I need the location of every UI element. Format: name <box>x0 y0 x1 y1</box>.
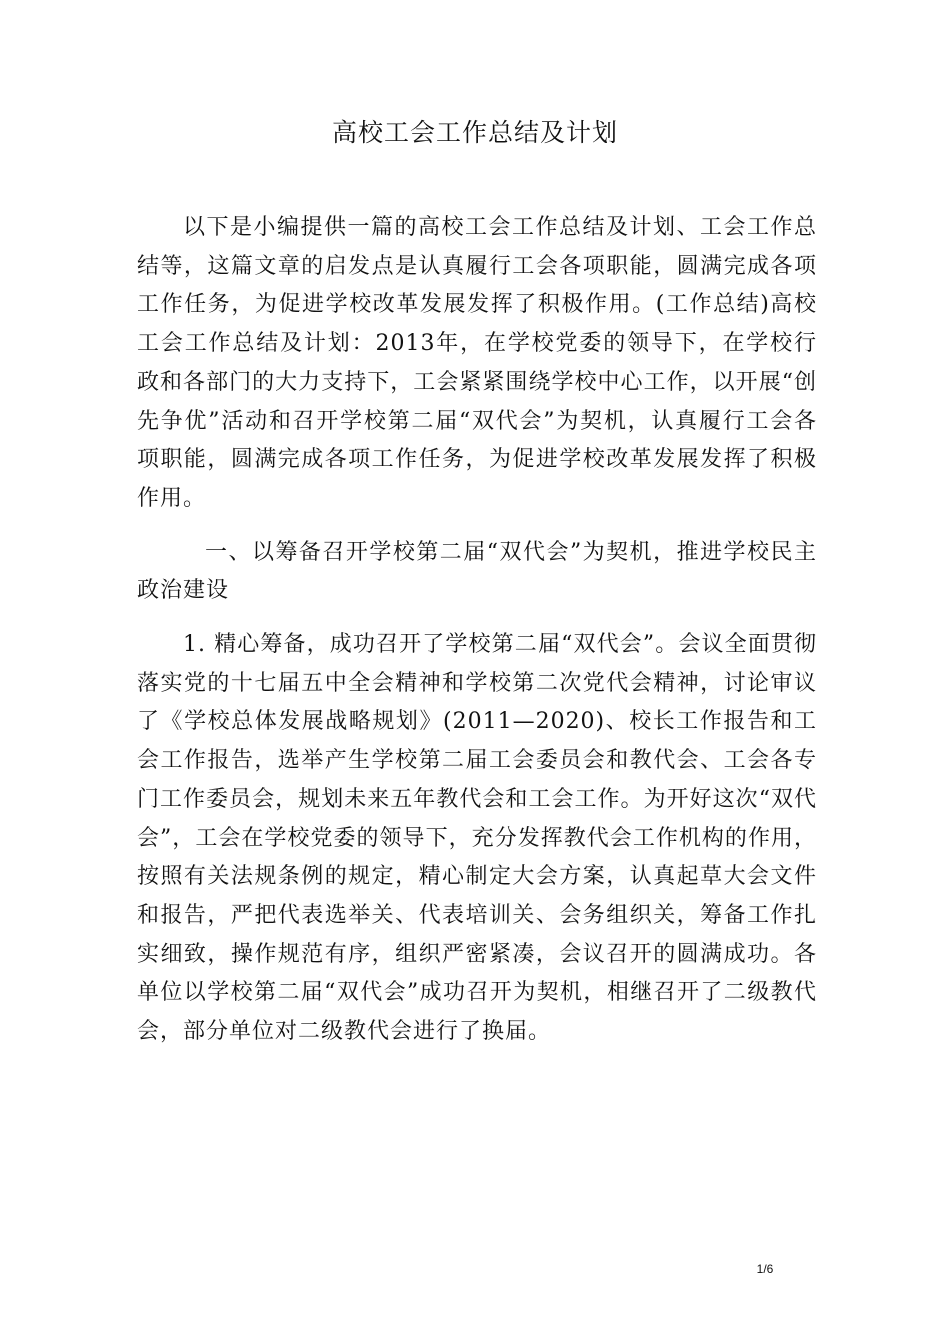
section-paragraph: 1. 精心筹备，成功召开了学校第二届“双代会”。会议全面贯彻落实党的十七届五中全会精神和学校第二次党代会精神，讨论审议了《学校总体发展战略规划》(2011—2020)、校长工作报告和工会工作报告，选举产生学校第二届工会委员会和教代会、工会各专门工作委员会，规划未来五年教代会和工会工作。为开好这次“双代会”，工会在学校党委的领导下，充分发挥教代会工作机构的作用，按照有关法规条例的规定，精心制定大会方案，认真起草大会文件和报告，严把代表选举关、代表培训关、会务组织关，筹备工作扎实细致，操作规范有序，组织严密紧凑，会议召开的圆满成功。各单位以学校第二届“双代会”成功召开为契机，相继召开了二级教代会，部分单位对二级教代会进行了换届。 <box>137 632 817 1045</box>
document-title: 高校工会工作总结及计划 <box>331 118 618 147</box>
section-heading: 一、以筹备召开学校第二届“双代会”为契机，推进学校民主政治建设 <box>137 539 817 604</box>
document-body <box>137 209 817 1052</box>
page-number: 1/6 <box>756 1262 774 1276</box>
intro-paragraph: 以下是小编提供一篇的高校工会工作总结及计划、工会工作总结等，这篇文章的启发点是认真履行工会各项职能，圆满完成各项工作任务，为促进学校改革发展发挥了积极作用。(工作总结)高校工会工作总结及计划：2013年，在学校党委的领导下，在学校行政和各部门的大力支持下，工会紧紧围绕学校中心工作，以开展“创先争优”活动和召开学校第二届“双代会”为契机，认真履行工会各项职能，圆满完成各项工作任务，为促进学校改革发展发挥了积极作用。 <box>137 215 817 511</box>
